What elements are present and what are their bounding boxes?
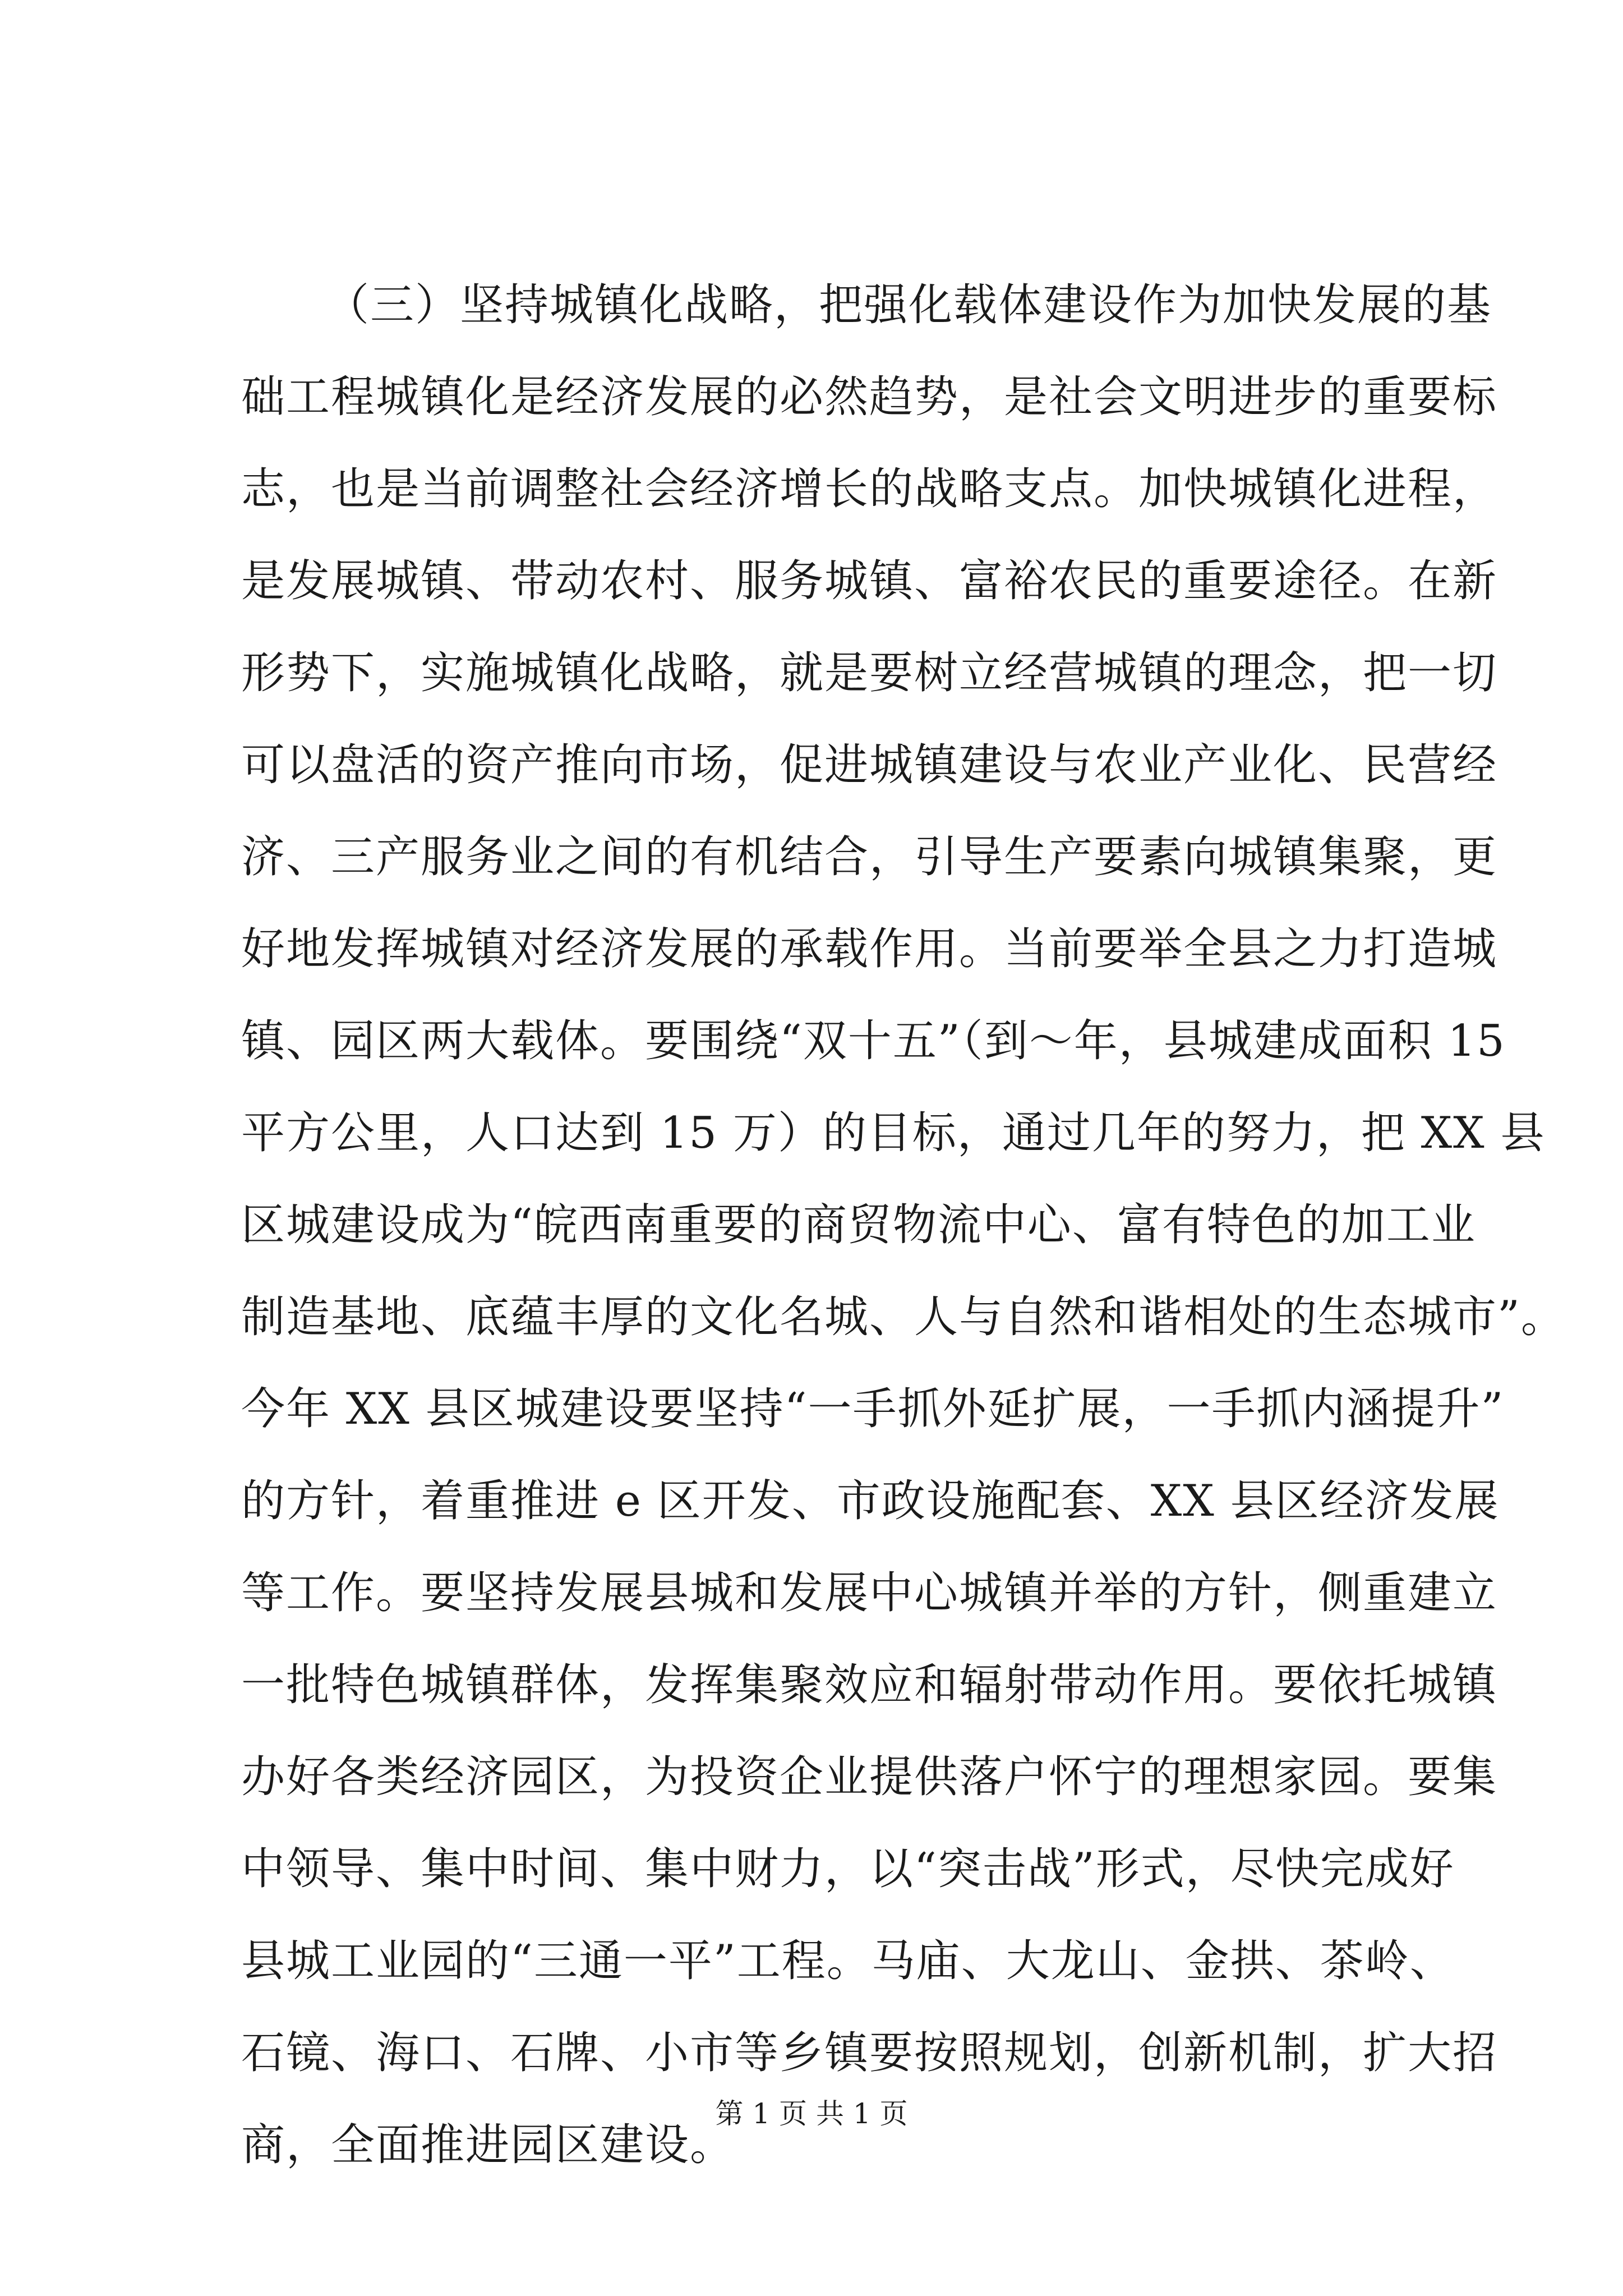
paragraph-line: 制造基地、底蕴丰厚的文化名城、人与自然和谐相处的生态城市”。 [241,1292,1566,1342]
paragraph-line: 志，也是当前调整社会经济增长的战略支点。加快城镇化进程， [241,464,1498,514]
paragraph-line: 平方公里，人口达到 15 万）的目标，通过几年的努力，把 XX 县 [241,1108,1546,1158]
paragraph-line: 础工程城镇化是经济发展的必然趋势，是社会文明进步的重要标 [241,372,1498,422]
paragraph-line: 一批特色城镇群体，发挥集聚效应和辐射带动作用。要依托城镇 [241,1660,1498,1710]
paragraph-line: 形势下，实施城镇化战略，就是要树立经营城镇的理念，把一切 [241,648,1498,698]
paragraph-line: 办好各类经济园区，为投资企业提供落户怀宁的理想家园。要集 [241,1752,1498,1802]
paragraph-line: 可以盘活的资产推向市场，促进城镇建设与农业产业化、民营经 [241,740,1498,790]
paragraph-line: 今年 XX 县区城建设要坚持“一手抓外延扩展，一手抓内涵提升” [241,1384,1505,1434]
paragraph-line: 石镜、海口、石牌、小市等乡镇要按照规划，创新机制，扩大招 [241,2028,1498,2078]
paragraph-line: 好地发挥城镇对经济发展的承载作用。当前要举全县之力打造城 [241,924,1498,974]
paragraph-line: 是发展城镇、带动农村、服务城镇、富裕农民的重要途径。在新 [241,556,1498,606]
paragraph-line: 中领导、集中时间、集中财力，以“突击战”形式，尽快完成好 [241,1844,1455,1894]
paragraph-line: （三）坚持城镇化战略，把强化载体建设作为加快发展的基 [325,280,1492,330]
paragraph-line: 镇、园区两大载体。要围绕“双十五”（到～年，县城建成面积 15 [241,1016,1506,1066]
paragraph-line: 区城建设成为“皖西南重要的商贸物流中心、富有特色的加工业 [241,1200,1476,1250]
body-paragraph [241,259,1566,2191]
paragraph-line: 济、三产服务业之间的有机结合，引导生产要素向城镇集聚，更 [241,832,1498,882]
paragraph-line: 商，全面推进园区建设。 [241,2120,735,2170]
paragraph-line: 县城工业园的“三通一平”工程。马庙、大龙山、金拱、茶岭、 [241,1936,1455,1986]
paragraph-line: 的方针，着重推进 e 区开发、市政设施配套、XX 县区经济发展 [241,1476,1500,1526]
page-number-footer: 第 1 页 共 1 页 [715,2097,908,2130]
paragraph-line: 等工作。要坚持发展县城和发展中心城镇并举的方针，侧重建立 [241,1568,1498,1618]
